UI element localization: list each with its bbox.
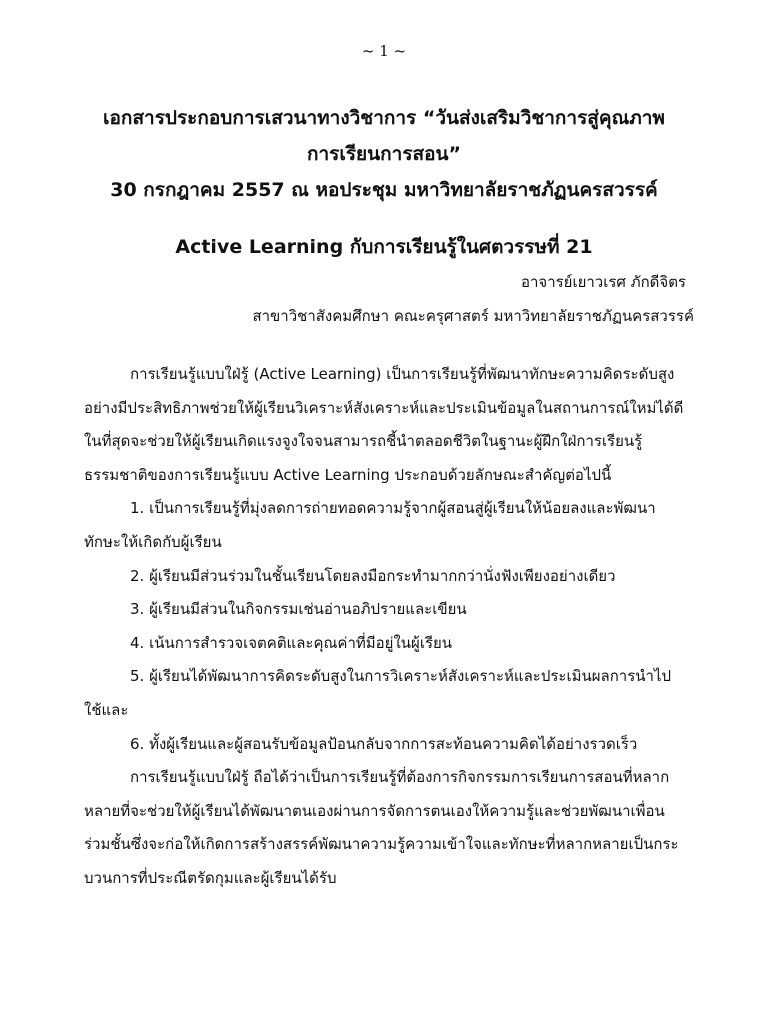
author-affiliation: สาขาวิชาสังคมศึกษา คณะครุศาสตร์ มหาวิทยาลัยราชภัฏนครสวรรค์ xyxy=(252,307,694,325)
title-line-1: เอกสารประกอบการเสวนาทางวิชาการ “วันส่งเสริมวิชาการสู่คุณภาพ xyxy=(103,107,665,129)
document-subtitle: Active Learning กับการเรียนรู้ในศตวรรษที่ 21 xyxy=(175,236,593,258)
intro-paragraph: การเรียนรู้แบบใฝ่รู้ (Active Learning) เป็นการเรียนรู้ที่พัฒนาทักษะความคิดระดับสูงอย่างมีประสิทธิภาพช่วยให้ผู้เรียนวิเคราะห์สังเคราะห์และประเมินข้อมูลในสถานการณ์ใหม่ได้ดีในที่สุดจะช่วยให้ผู้เรียนเกิดแรงจูงใจจนสามารถชี้นำตลอดชีวิตในฐานะผู้ฝึกใฝ่การเรียนรู้ ธรรมชาติของการเรียนรู้แบบ Active Learning ประกอบด้วยลักษณะสำคัญต่อไปนี้ xyxy=(84,365,684,484)
title-line-2: การเรียนการสอน” xyxy=(306,143,462,165)
list-item: 6. ทั้งผู้เรียนและผู้สอนรับข้อมูลป้อนกลับจากการสะท้อนความคิดได้อย่างรวดเร็ว xyxy=(130,734,638,753)
closing-paragraph: การเรียนรู้แบบใฝ่รู้ ถือได้ว่าเป็นการเรียนรู้ที่ต้องการกิจกรรมการเรียนการสอนที่หลากหลายที่จะช่วยให้ผู้เรียนได้พัฒนาตนเองผ่านการจัดการตนเองให้ความรู้และช่วยพัฒนาเพื่อนร่วมชั้นซึ่งจะก่อให้เกิดการสร้างสรรค์พัฒนาความรู้ความเข้าใจและทักษะที่หลากหลายเป็นกระบวนการที่ประณีตรัดกุมและผู้เรียนได้รับ xyxy=(84,768,679,887)
author-name: อาจารย์เยาวเรศ ภักดีจิตร xyxy=(520,273,686,291)
document-title xyxy=(60,100,708,208)
list-item: 4. เน้นการสำรวจเจตคติและคุณค่าที่มีอยู่ในผู้เรียน xyxy=(130,633,453,652)
list-item: 5. ผู้เรียนได้พัฒนาการคิดระดับสูงในการวิเคราะห์สังเคราะห์และประเมินผลการนำไปใช้และ xyxy=(84,667,672,719)
list-item: 2. ผู้เรียนมีส่วนร่วมในชั้นเรียนโดยลงมือกระทำมากกว่านั่งฟังเพียงอย่างเดียว xyxy=(130,566,616,585)
list-item: 3. ผู้เรียนมีส่วนในกิจกรรมเช่นอ่านอภิปรายและเขียน xyxy=(130,600,467,619)
title-line-3: 30 กรกฎาคม 2557 ณ หอประชุม มหาวิทยาลัยราชภัฏนครสวรรค์ xyxy=(110,179,658,201)
page-number: ~ 1 ~ xyxy=(361,42,407,60)
document-body xyxy=(84,358,684,896)
list-item: 1. เป็นการเรียนรู้ที่มุ่งลดการถ่ายทอดความรู้จากผู้สอนสู่ผู้เรียนให้น้อยลงและพัฒนาทักษะให้เกิดกับผู้เรียน xyxy=(84,499,656,551)
